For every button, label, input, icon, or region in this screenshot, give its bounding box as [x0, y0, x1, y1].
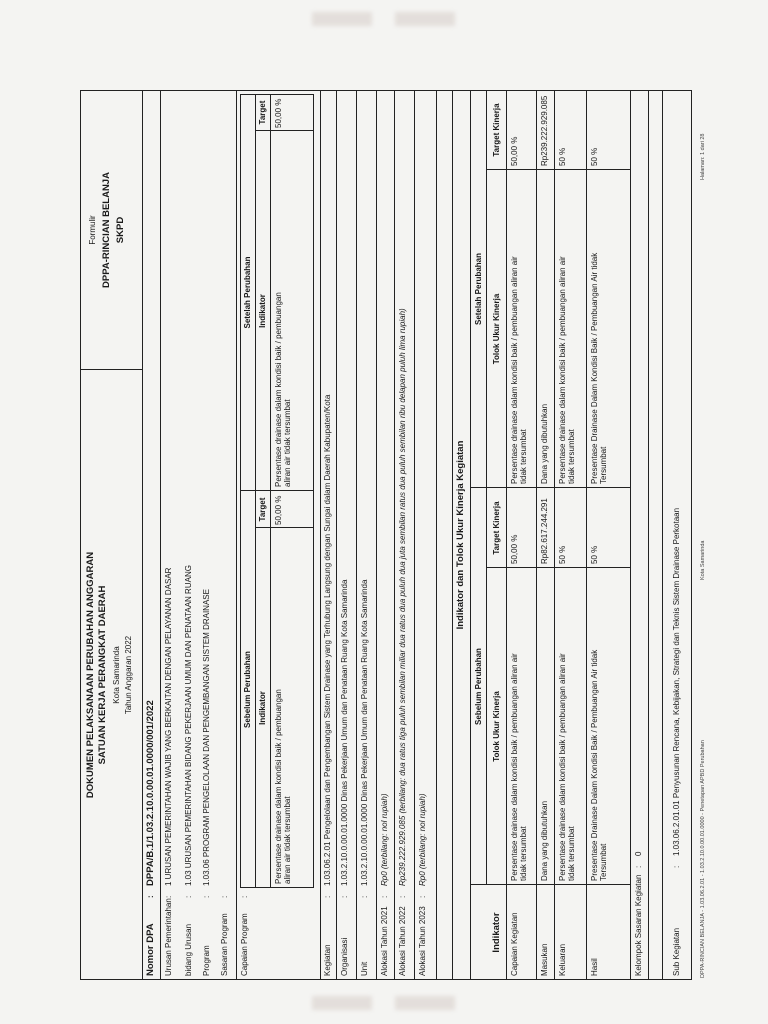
kinerja-row-label: Hasil [590, 958, 599, 976]
doc-city: Kota Samarinda [112, 646, 121, 704]
info-label: bidang Urusan [184, 923, 193, 976]
kinerja-row-before: Persentase drainase dalam kondisi baik / pembuangan aliran air tidak tersumbat [558, 653, 577, 881]
alokasi-2021-label: Alokasi Tahun 2021 [380, 906, 389, 976]
info-value: 1.03.06 PROGRAM PENGELOLAAN DAN PENGEMBANGAN SISTEM DRAINASE [202, 589, 211, 886]
nomor-value: DPPA/B.1/1.03.2.10.0.00.01.0000/001/2022 [145, 700, 156, 886]
form-label: Formulir [88, 215, 97, 245]
kinerja-row-after: Presentase Drainase Dalam Kondisi Baik / Pembuangan Air tidak Tersumbat [590, 252, 609, 484]
alokasi-2022-value: Rp239.222.929.085 (terbilang: dua ratus tiga puluh sembilan miliar dua ratus dua puluh dua juta sembilan ratus dua puluh sembilan ribu delapan puluh lima rupiah) [398, 308, 407, 886]
doc-title-line1: DOKUMEN PELAKSANAAN PERUBAHAN ANGGARAN [85, 551, 96, 799]
kinerja-row-label: Keluaran [558, 943, 567, 976]
kelompok-label: Kelompok Sasaran Kegiatan [634, 874, 643, 976]
nomor-label: Nomor DPA [145, 923, 156, 976]
kinerja-row-before-target: 50,00 % [510, 534, 519, 564]
kinerja-row-before: Dana yang dibutuhkan [540, 800, 549, 881]
rotated-document: DOKUMEN PELAKSANAAN PERUBAHAN ANGGARAN SATUAN KERJA PERANGKAT DAERAH Kota Samarinda Tahun Anggaran 2022 Formulir DPPA-RINCIAN BELANJA SKPD Nomor DPA : DPPA/B.1/1.03.2.10.0.00.01.0000/001/2022 Urusan Pemerintahan : 1 URUSAN PEMERINTAHAN WAJIB YANG BERKAITAN DENGAN PELAYANAN DASAR bidang Urusan : 1.03 URUSAN PEMERINTAHAN BIDANG PEKERJAAN UMUM DAN PENATAAN RUANG Program : 1.03.06 PROGRAM PENGELOLAAN DAN PENGEMBANGAN SISTEM DRAINASE Sasaran Program : Capaian Program : Sebelum Perubahan Setelah Perubahan Indikator Target Indikator Target Persentase drainase dalam kondisi baik / pembuangan aliran air tidak tersumbat 50,00 % Persentase drainase dalam kondisi baik / pembuangan aliran air tidak tersumbat 50,00 % Kegiatan : 1.03.06.2.01 Pengelolaan dan Pengembangan Sistem Drainase yang Terhubung Langsung dengan Sungai dalam Daerah Kabupaten/Kota Organisasi : 1.03.2.10.0.00.01.0000 Dinas Pekerjaan Umum dan Penataan Ruang Kota Samarinda Unit : 1.03.2.10.0.00.01.0000 Dinas Pekerjaan Umum dan Penataan Ruang Kota Samarinda Alokasi Tahun 2021 : Rp0 (terbilang: nol rupiah) Alokasi Tahun 2022 : Rp239.222.929.085 (terbilang: dua ratus tiga puluh sembilan miliar dua ratus dua puluh dua juta sembilan ratus dua puluh sembilan ribu delapan puluh lima rupiah) Alokasi Tahun 2023 : Rp0 (terbilang: nol rupiah) Indikator dan Tolok Ukur Kinerja Kegiatan Indikator Sebelum Perubahan Setelah Perubahan Tolok Ukur Kinerja Target Kinerja Tolok Ukur Kinerja Target Kinerja Capaian Kegiatan Persentase drainase dalam kondisi baik / pembuangan aliran air tidak tersumbat 50,00 % Persentase drainase dalam kondisi baik / pembuangan aliran air tidak tersumbat 50,00 % Masukan Dana yang dibutuhkan Rp82.617.244.291 Dana yang dibutuhkan Rp239.222.929.085 Keluaran Persentase drainase dalam kondisi baik / pembuangan aliran air tidak tersumbat 50 % Persentase drainase dalam kondisi baik / pembuangan aliran air tidak tersumbat 50 % Hasil Presentase Drainase Dalam Kondisi Baik / Pembuangan Air tidak Tersumbat 50 % Presentase Drainase Dalam Kondisi Baik / Pembuangan Air tidak Tersumbat 50 % Kelompok Sasaran Kegiatan : 0 Sub Kegiatan : 1.03.06.2.01.01 Penyusunan Rencana, Kebijakan, Strategi dan Teknis Sistem Drainase Perkotaan DPPA-RINCIAN BELANJA - 1.03.06.2.01 - 1.03.2.10.0.00.01.0000 - Penetapan APBD Perubahan Kota Samarinda Halaman: 1 dari 28 [80, 44, 736, 980]
scan-smudge [395, 996, 455, 1010]
alokasi-2023-label: Alokasi Tahun 2023 [418, 906, 427, 976]
capaian-before-target: 50,00 % [274, 495, 283, 525]
info-label: Urusan Pemerintahan [164, 898, 173, 976]
kinerja-row-after: Persentase drainase dalam kondisi baik / pembuangan aliran air tidak tersumbat [558, 256, 577, 484]
alokasi-2022-label: Alokasi Tahun 2022 [398, 906, 407, 976]
unit-label: Unit [360, 961, 369, 976]
form-name: DPPA-RINCIAN BELANJA [101, 172, 112, 288]
kegiatan-value: 1.03.06.2.01 Pengelolaan dan Pengembangan Sistem Drainase yang Terhubung Langsung dengan Sungai dalam Daerah Kabupaten/Kota [323, 394, 332, 886]
organisasi-value: 1.03.2.10.0.00.01.0000 Dinas Pekerjaan Umum dan Penataan Ruang Kota Samarinda [340, 579, 349, 886]
doc-year: Tahun Anggaran 2022 [124, 635, 133, 715]
capaian-sebelum-header: Sebelum Perubahan [243, 651, 252, 728]
info-value: 1 URUSAN PEMERINTAHAN WAJIB YANG BERKAITAN DENGAN PELAYANAN DASAR [164, 567, 173, 886]
kinerja-row-before-target: 50 % [558, 545, 567, 564]
alokasi-2021-value: Rp0 (terbilang: nol rupiah) [380, 793, 389, 886]
capaian-after-indicator: Persentase drainase dalam kondisi baik / pembuangan aliran air tidak tersumbat [274, 292, 293, 487]
kinerja-row-before-target: Rp82.617.244.291 [540, 498, 549, 564]
scan-smudge [312, 12, 372, 26]
sub-kegiatan-value: 1.03.06.2.01.01 Penyusunan Rencana, Kebijakan, Strategi dan Teknis Sistem Drainase Perkotaan [672, 507, 681, 856]
kinerja-row-label: Capaian Kegiatan [510, 912, 519, 976]
footer-left: DPPA-RINCIAN BELANJA - 1.03.06.2.01 - 1.03.2.10.0.00.01.0000 - Penetapan APBD Perubahan [700, 740, 706, 978]
kinerja-row-before: Persentase drainase dalam kondisi baik / pembuangan aliran air tidak tersumbat [510, 653, 529, 881]
kelompok-value: 0 [634, 851, 643, 856]
scan-smudge [312, 996, 372, 1010]
info-value: 1.03 URUSAN PEMERINTAHAN BIDANG PEKERJAAN UMUM DAN PENATAAN RUANG [184, 565, 193, 886]
doc-title-line2: SATUAN KERJA PERANGKAT DAERAH [97, 585, 108, 765]
kinerja-row-after-target: 50 % [558, 147, 567, 166]
kinerja-row-after: Dana yang dibutuhkan [540, 403, 549, 484]
kinerja-row-after-target: 50,00 % [510, 136, 519, 166]
sub-kegiatan-label: Sub Kegiatan [672, 927, 681, 976]
info-label: Sasaran Program [220, 913, 229, 976]
alokasi-2023-value: Rp0 (terbilang: nol rupiah) [418, 793, 427, 886]
organisasi-label: Organisasi [340, 937, 349, 976]
kinerja-setelah-header: Setelah Perubahan [474, 252, 483, 326]
kegiatan-label: Kegiatan [323, 944, 332, 976]
footer-right: Halaman: 1 dari 28 [700, 133, 706, 180]
kinerja-row-after: Persentase drainase dalam kondisi baik / pembuangan aliran air tidak tersumbat [510, 256, 529, 484]
kinerja-sebelum-header: Sebelum Perubahan [474, 648, 483, 725]
kinerja-row-label: Masukan [540, 943, 549, 976]
kinerja-row-after-target: 50 % [590, 147, 599, 166]
capaian-label: Capaian Program [240, 913, 249, 976]
info-label: Program [202, 945, 211, 976]
capaian-after-target: 50,00 % [274, 98, 283, 128]
kinerja-title: Indikator dan Tolok Ukur Kinerja Kegiatan [455, 440, 466, 630]
scan-smudge [395, 12, 455, 26]
kinerja-indikator-header: Indikator [491, 912, 502, 953]
kinerja-row-after-target: Rp239.222.929.085 [540, 95, 549, 166]
kinerja-row-before: Presentase Drainase Dalam Kondisi Baik / Pembuangan Air tidak Tersumbat [590, 649, 609, 881]
kinerja-row-before-target: 50 % [590, 545, 599, 564]
capaian-setelah-header: Setelah Perubahan [243, 256, 252, 329]
capaian-before-indicator: Persentase drainase dalam kondisi baik / pembuangan aliran air tidak tersumbat [274, 689, 293, 884]
form-unit: SKPD [115, 216, 126, 244]
footer-center: Kota Samarinda [700, 540, 706, 580]
unit-value: 1.03.2.10.0.00.01.0000 Dinas Pekerjaan Umum dan Penataan Ruang Kota Samarinda [360, 579, 369, 886]
